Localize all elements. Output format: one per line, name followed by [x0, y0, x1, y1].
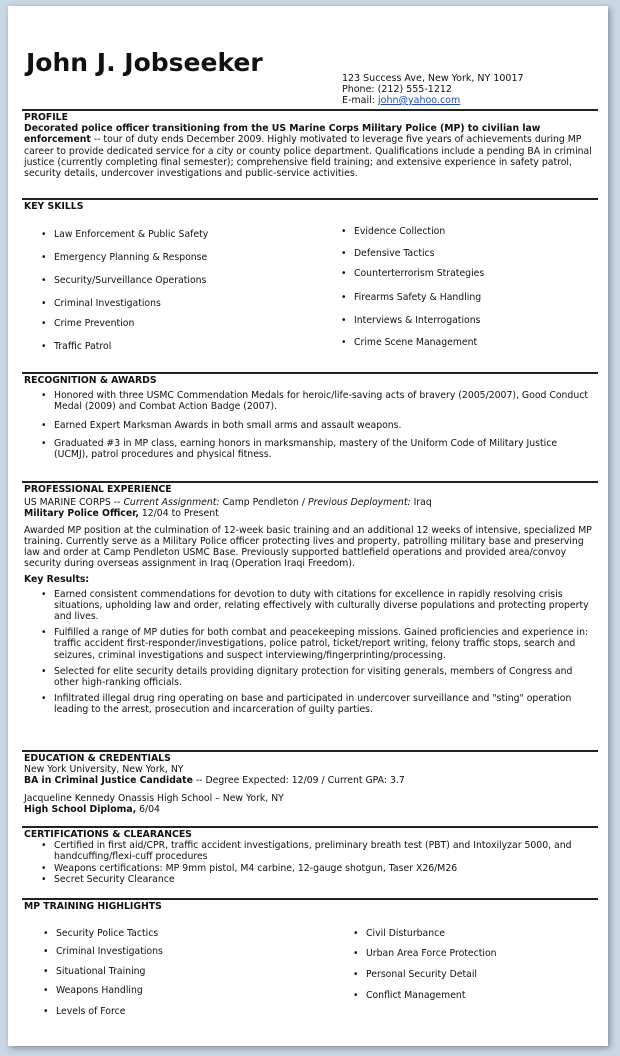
email-label: E-mail: [342, 95, 379, 106]
address: 123 Success Ave, New York, NY 10017 [342, 73, 524, 84]
key-skills-section [24, 201, 594, 361]
list-item: • Firearms Safety & Handling [324, 292, 481, 303]
section-rule [22, 898, 598, 900]
experience-section [24, 484, 594, 716]
list-item: • Personal Security Detail [336, 969, 477, 980]
section-rule [22, 826, 598, 828]
list-item: • Graduated #3 in MP class, earning honors in marksmanship, mastery of the Uniform Code of Military Justice (UCMJ), patrol procedures and physical fitness. [24, 438, 594, 460]
profile-lead: Decorated police officer transitioning from the US Marine Corps Military Police (MP) to civilian law enforcement [24, 123, 541, 146]
previous-label: Previous Deployment: [307, 497, 411, 509]
certifications-section [24, 829, 594, 885]
list-item: • Fulfilled a range of MP duties for both combat and peacekeeping missions. Gained proficiencies and experience in: traffic accident first-responder/investigations, police patrol, ticket/report writing, felony traffic stops, search and seizures, criminal investigations and suspect interviewing/fingerprinting/processing. [24, 627, 594, 661]
key-results-list [24, 589, 594, 716]
list-item: • Counterterrorism Strategies [324, 268, 484, 279]
candidate-name: John J. Jobseeker [26, 48, 263, 77]
key-results-label: Key Results: [24, 574, 90, 586]
job-summary: Awarded MP position at the culmination of 12-week basic training and an additional 12 weeks of intensive, specialized MP training. Currently serve as a Military Police officer protecting lives and property, patrolling military base and preserving law and order at Camp Pendleton USMC Base. Previously supported battlefield operations and provided area/convoy security during overseas assignment in Iraq (Operation Iraqi Freedom). [24, 524, 592, 570]
training-heading: MP TRAINING HIGHLIGHTS [24, 901, 162, 912]
profile-heading: PROFILE [24, 112, 68, 123]
previous-value: Iraq [410, 497, 432, 509]
profile-body: -- tour of duty ends December 2009. Highly motivated to leverage five years of achievements during MP career to provide dedicated service for a city or county police department. Qualifications include a pending BA in criminal justice (currently completing final semester); comprehensive field training; and extensive experience in safety patrol, security details, undercover investigations and public-service activities. [24, 134, 592, 180]
list-item: • Criminal Investigations [26, 946, 163, 957]
certifications-list [24, 840, 594, 885]
section-rule [22, 198, 598, 200]
list-item: • Security/Surveillance Operations [24, 275, 206, 286]
list-item: • Certified in first aid/CPR, traffic accident investigations, preliminary breath test (PBT) and Intoxilyzar 5000, and handcuffing/flexi-cuff procedures [24, 840, 594, 862]
current-value: Camp Pendleton / [219, 497, 308, 509]
experience-heading: PROFESSIONAL EXPERIENCE [24, 484, 172, 495]
list-item: • Earned consistent commendations for devotion to duty with citations for excellence in rapidly resolving crisis situations, upholding law and order, relating effectively with culturally diverse populations and protecting property and lives. [24, 589, 594, 623]
section-rule [22, 750, 598, 752]
list-item: • Selected for elite security details providing dignitary protection for visiting generals, members of Congress and other high-ranking officials. [24, 666, 594, 688]
certifications-heading: CERTIFICATIONS & CLEARANCES [24, 829, 192, 840]
list-item: • Earned Expert Marksman Awards in both small arms and assault weapons. [24, 420, 594, 431]
list-item: • Defensive Tactics [324, 248, 435, 259]
list-item: • Interviews & Interrogations [324, 315, 480, 326]
degree-2-detail: 6/04 [136, 803, 160, 815]
awards-list [24, 390, 594, 460]
degree-1: BA in Criminal Justice Candidate [24, 775, 193, 787]
degree-1-detail: -- Degree Expected: 12/09 / Current GPA: 3.7 [192, 775, 405, 787]
list-item: • Secret Security Clearance [24, 874, 594, 885]
contact-block [342, 73, 524, 106]
list-item: • Conflict Management [336, 990, 465, 1001]
list-item: • Crime Prevention [24, 318, 134, 329]
list-item: • Situational Training [26, 966, 145, 977]
awards-section [24, 375, 594, 460]
degree-1-line [24, 775, 594, 786]
phone: Phone: (212) 555-1212 [342, 84, 452, 95]
list-item: • Evidence Collection [324, 226, 445, 237]
list-item: • Weapons certifications: MP 9mm pistol, M4 carbine, 12-gauge shotgun, Taser X26/M26 [24, 863, 594, 874]
list-item: • Levels of Force [26, 1006, 125, 1017]
section-rule [22, 481, 598, 483]
training-section [24, 901, 594, 1031]
list-item: • Emergency Planning & Response [24, 252, 207, 263]
profile-text [24, 123, 594, 179]
list-item: • Crime Scene Management [324, 337, 477, 348]
school-1: New York University, New York, NY [24, 764, 184, 776]
employer: US MARINE CORPS [24, 497, 111, 509]
job-dates: 12/04 to Present [138, 508, 219, 520]
list-item: • Traffic Patrol [24, 341, 111, 352]
key-skills-heading: KEY SKILLS [24, 201, 84, 212]
profile-section [24, 112, 594, 179]
section-rule [22, 109, 598, 111]
list-item: • Infiltrated illegal drug ring operating on base and participated in undercover surveillance and "sting" operation leading to the arrest, prosecution and incarceration of guilty parties. [24, 693, 594, 715]
employer-line [24, 497, 594, 508]
separator: -- [110, 497, 124, 509]
email-link[interactable]: john@yahoo.com [378, 95, 461, 106]
job-title-line [24, 508, 594, 519]
school-2: Jacqueline Kennedy Onassis High School – New York, NY [24, 792, 284, 804]
list-item: • Urban Area Force Protection [336, 948, 497, 959]
education-section [24, 753, 594, 815]
awards-heading: RECOGNITION & AWARDS [24, 375, 157, 386]
education-heading: EDUCATION & CREDENTIALS [24, 753, 171, 764]
list-item: • Criminal Investigations [24, 298, 161, 309]
list-item: • Security Police Tactics [26, 928, 158, 939]
list-item: • Weapons Handling [26, 985, 143, 996]
list-item: • Law Enforcement & Public Safety [24, 229, 208, 240]
degree-2-line [24, 804, 594, 815]
resume-page [8, 6, 608, 1046]
email-line [342, 95, 524, 106]
current-label: Current Assignment: [123, 497, 220, 509]
list-item: • Civil Disturbance [336, 928, 445, 939]
section-rule [22, 372, 598, 374]
list-item: • Honored with three USMC Commendation Medals for heroic/life-saving acts of bravery (2005/2007), Good Conduct Medal (2009) and Combat Action Badge (2007). [24, 390, 594, 412]
degree-2: High School Diploma, [24, 803, 137, 815]
job-title: Military Police Officer, [24, 508, 139, 520]
